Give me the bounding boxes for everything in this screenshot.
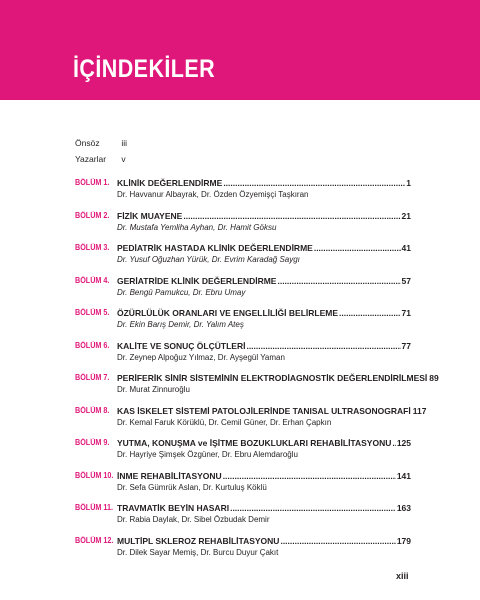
toc-entry[interactable] bbox=[75, 536, 411, 569]
chapter-number: BÖLÜM 1. bbox=[75, 178, 110, 187]
front-matter-page: v bbox=[121, 154, 126, 164]
chapter-page: 1 bbox=[406, 178, 411, 188]
chapter-title[interactable]: KLİNİK DEĞERLENDİRME bbox=[117, 178, 223, 188]
chapter-line bbox=[117, 471, 411, 481]
chapter-number: BÖLÜM 7. bbox=[75, 373, 110, 382]
chapter-authors: Dr. Mustafa Yemliha Ayhan, Dr. Hamit Göksu bbox=[117, 222, 277, 232]
dot-leader bbox=[246, 341, 400, 351]
front-matter-label: Önsöz bbox=[75, 138, 100, 148]
chapter-line bbox=[117, 276, 411, 286]
toc-entry[interactable] bbox=[75, 438, 411, 471]
chapter-line bbox=[117, 211, 411, 221]
dot-leader bbox=[223, 471, 396, 481]
chapter-title[interactable]: İNME REHABİLİTASYONU bbox=[117, 470, 222, 481]
chapter-line bbox=[117, 373, 439, 383]
chapter-title[interactable]: KALİTE VE SONUÇ ÖLÇÜTLERİ bbox=[117, 340, 246, 351]
chapter-number: BÖLÜM 10. bbox=[75, 470, 114, 480]
chapter-authors: Dr. Hayriye Şimşek Özgüner, Dr. Ebru Alemdaroğlu bbox=[117, 450, 298, 459]
chapter-line bbox=[117, 503, 411, 513]
chapter-page: 57 bbox=[401, 275, 411, 286]
chapter-authors: Dr. Yusuf Oğuzhan Yürük, Dr. Evrim Karadağ Saygı bbox=[117, 255, 300, 264]
header-banner bbox=[0, 0, 480, 100]
chapter-number: BÖLÜM 8. bbox=[75, 405, 110, 415]
chapter-authors: Dr. Rabia Daylak, Dr. Sibel Özbudak Demir bbox=[117, 515, 270, 524]
front-matter-item[interactable] bbox=[75, 138, 127, 148]
toc-entry[interactable] bbox=[75, 471, 411, 504]
chapter-line bbox=[117, 308, 411, 318]
chapter-line bbox=[117, 405, 427, 416]
dot-leader bbox=[277, 276, 400, 286]
chapter-page: 21 bbox=[401, 210, 411, 221]
front-matter-label: Yazarlar bbox=[75, 154, 107, 164]
chapter-page: 41 bbox=[401, 243, 411, 253]
dot-leader bbox=[223, 178, 405, 188]
chapter-title[interactable]: PEDİATRİK HASTADA KLİNİK DEĞERLENDİRME bbox=[117, 243, 313, 253]
chapter-authors: Dr. Murat Zinnuroğlu bbox=[117, 385, 190, 394]
chapter-authors: Dr. Zeynep Alpoğuz Yılmaz, Dr. Ayşegül Yaman bbox=[117, 352, 285, 362]
dot-leader bbox=[339, 308, 401, 318]
chapter-page: 89 bbox=[429, 373, 439, 383]
chapter-title[interactable]: ÖZÜRLÜLÜK ORANLARI VE ENGELLİLİĞİ BELİRLEME bbox=[117, 308, 338, 318]
dot-leader bbox=[230, 503, 396, 513]
toc-entry[interactable] bbox=[75, 211, 411, 244]
chapter-title[interactable]: PERİFERİK SİNİR SİSTEMİNİN ELEKTRODİAGNOSTİK DEĞERLENDİRİLMESİ bbox=[117, 373, 428, 383]
toc-entry[interactable] bbox=[75, 276, 411, 309]
toc-entry[interactable] bbox=[75, 341, 411, 374]
chapter-authors: Dr. Sefa Gümrük Aslan, Dr. Kurtuluş Köklü bbox=[117, 482, 267, 492]
chapter-page: 71 bbox=[401, 308, 411, 318]
table-of-contents bbox=[75, 178, 439, 568]
chapter-authors: Dr. Kemal Faruk Körüklü, Dr. Cemil Güner, Dr. Erhan Çapkın bbox=[117, 417, 332, 427]
chapter-authors: Dr. Bengü Pamukcu, Dr. Ebru Umay bbox=[117, 287, 246, 297]
chapter-title[interactable]: GERİATRİDE KLİNİK DEĞERLENDİRME bbox=[117, 275, 277, 286]
chapter-page: 77 bbox=[401, 340, 411, 351]
chapter-number: BÖLÜM 3. bbox=[75, 243, 110, 252]
chapter-number: BÖLÜM 9. bbox=[75, 438, 110, 447]
chapter-number: BÖLÜM 2. bbox=[75, 210, 110, 220]
chapter-line bbox=[117, 536, 411, 546]
chapter-line bbox=[117, 243, 411, 253]
chapter-page: 125 bbox=[396, 438, 411, 448]
front-matter-item[interactable] bbox=[75, 154, 126, 164]
chapter-title[interactable]: YUTMA, KONUŞMA ve İŞİTME BOZUKLUKLARI REHABİLİTASYONU bbox=[117, 438, 392, 448]
toc-entry[interactable] bbox=[75, 405, 427, 439]
toc-entry[interactable] bbox=[75, 243, 411, 276]
chapter-page: 141 bbox=[396, 470, 411, 481]
chapter-page: 179 bbox=[396, 535, 411, 546]
chapter-authors: Dr. Dilek Sayar Memiş, Dr. Burcu Duyur Çakıt bbox=[117, 547, 279, 557]
chapter-number: BÖLÜM 6. bbox=[75, 340, 110, 350]
chapter-number: BÖLÜM 12. bbox=[75, 535, 114, 545]
chapter-line bbox=[117, 438, 411, 448]
dot-leader bbox=[280, 536, 395, 546]
chapter-title[interactable]: KAS İSKELET SİSTEMİ PATOLOJİLERİNDE TANISAL ULTRASONOGRAFİ bbox=[117, 405, 411, 416]
chapter-authors: Dr. Havvanur Albayrak, Dr. Özden Özyemişçi Taşkıran bbox=[117, 190, 309, 199]
page-title: İÇİNDEKİLER bbox=[73, 55, 216, 83]
chapter-authors: Dr. Ekin Barış Demir, Dr. Yalım Ateş bbox=[117, 320, 244, 329]
dot-leader bbox=[314, 243, 401, 253]
dot-leader bbox=[392, 438, 395, 448]
toc-entry[interactable] bbox=[75, 308, 411, 341]
front-matter-page: iii bbox=[121, 138, 128, 148]
dot-leader bbox=[183, 211, 400, 221]
toc-entry[interactable] bbox=[75, 373, 439, 406]
chapter-number: BÖLÜM 5. bbox=[75, 308, 110, 317]
chapter-line bbox=[117, 341, 411, 351]
chapter-title[interactable]: MULTİPL SKLEROZ REHABİLİTASYONU bbox=[117, 535, 280, 546]
chapter-line bbox=[117, 178, 411, 188]
chapter-title[interactable]: TRAVMATİK BEYİN HASARI bbox=[117, 503, 230, 513]
chapter-title[interactable]: FİZİK MUAYENE bbox=[117, 210, 183, 221]
chapter-number: BÖLÜM 4. bbox=[75, 275, 110, 285]
chapter-number: BÖLÜM 11. bbox=[75, 503, 114, 512]
toc-entry[interactable] bbox=[75, 178, 411, 211]
chapter-page: 163 bbox=[396, 503, 411, 513]
page-number: xiii bbox=[396, 571, 409, 581]
toc-entry[interactable] bbox=[75, 503, 411, 536]
chapter-page: 117 bbox=[412, 405, 427, 416]
